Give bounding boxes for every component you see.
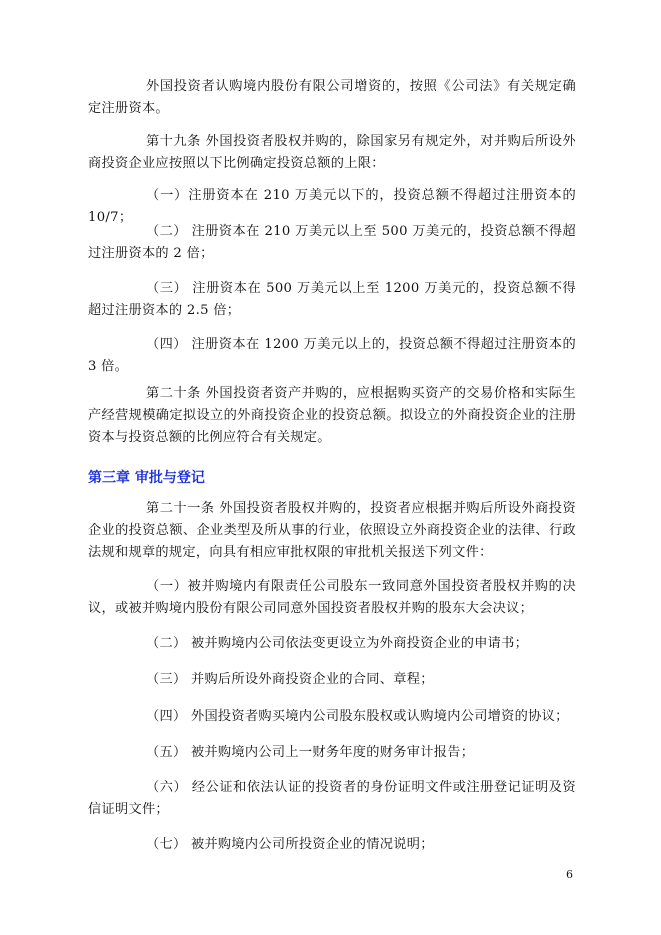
paragraph-article-21: 第二十一条 外国投资者股权并购的，投资者应根据并购后所设外商投资企业的投资总额、企业类型及所从事的行业，依照设立外商投资企业的法律、行政法规和规章的规定，向具有相应审批权限的审批机关报送下列文件：	[88, 501, 576, 560]
list-item: （三） 并购后所设外商投资企业的合同、章程；	[146, 672, 434, 687]
list-item: （四） 外国投资者购买境内公司股东股权或认购境内公司增资的协议；	[146, 709, 569, 724]
list-item: （五） 被并购境内公司上一财务年度的财务审计报告；	[146, 745, 475, 760]
paragraph-article-19: 第十九条 外国投资者股权并购的，除国家另有规定外，对并购后所设外商投资企业应按照以下比例确定投资总额的上限：	[88, 134, 576, 171]
page-number: 6	[566, 868, 573, 881]
paragraph-article-20: 第二十条 外国投资者资产并购的，应根据购买资产的交易价格和实际生产经营规模确定拟设立的外商投资企业的投资总额。拟设立的外商投资企业的注册资本与投资总额的比例应符合有关规定。	[88, 386, 576, 445]
list-item: （二） 被并购境内公司依法变更设立为外商投资企业的申请书；	[146, 636, 529, 651]
paragraph: 外国投资者认购境内股份有限公司增资的，按照《公司法》有关规定确定注册资本。	[88, 79, 576, 116]
list-item: （三） 注册资本在 500 万美元以上至 1200 万美元的，投资总额不得超过注册资本的 2.5 倍；	[88, 281, 576, 318]
list-item: （一）注册资本在 210 万美元以下的，投资总额不得超过注册资本的 10/7；	[88, 188, 576, 225]
list-item: （六） 经公证和依法认证的投资者的身份证明文件或注册登记证明及资信证明文件；	[88, 780, 576, 817]
list-item: （一）被并购境内有限责任公司股东一致同意外国投资者股权并购的决议，或被并购境内股份有限公司同意外国投资者股权并购的股东大会决议；	[88, 579, 576, 616]
list-item: （七） 被并购境内公司所投资企业的情况说明；	[146, 837, 434, 852]
chapter-heading: 第三章 审批与登记	[88, 470, 205, 486]
list-item: （二） 注册资本在 210 万美元以上至 500 万美元的，投资总额不得超过注册资本的 2 倍；	[88, 224, 576, 261]
list-item: （四） 注册资本在 1200 万美元以上的，投资总额不得超过注册资本的 3 倍。	[88, 337, 576, 374]
